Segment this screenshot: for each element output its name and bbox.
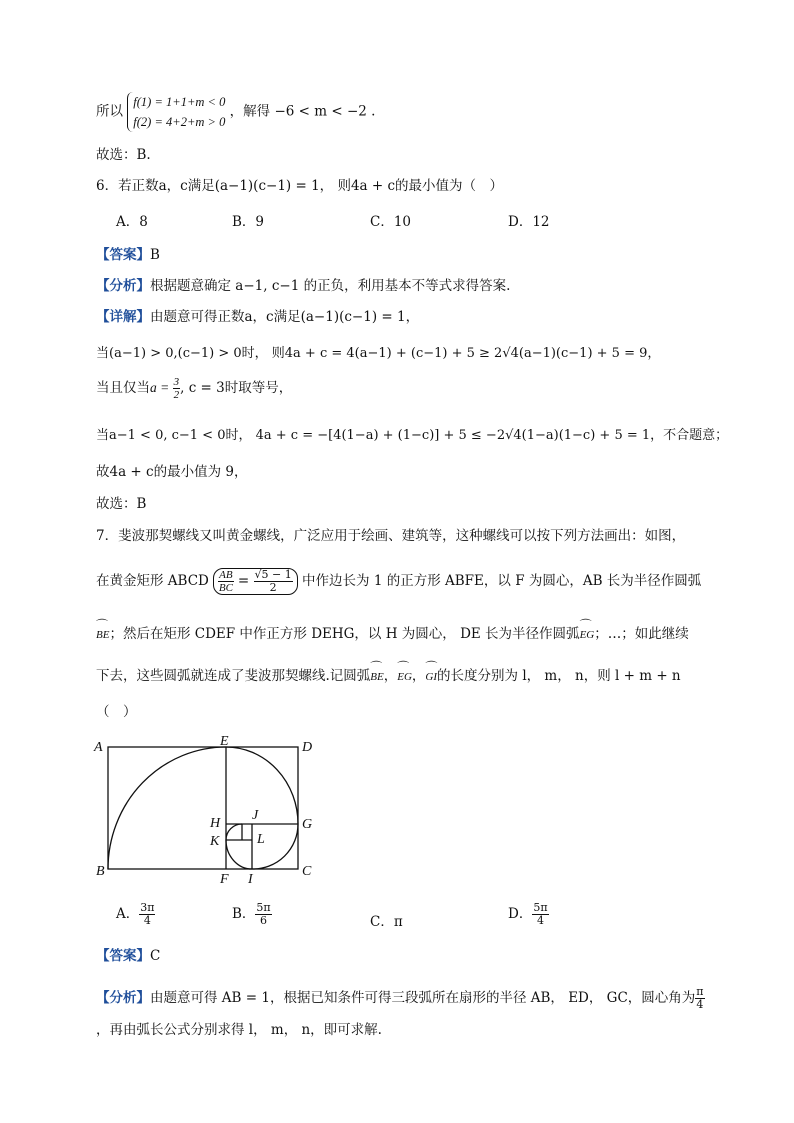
q6-stem: 6．若正数a，c满足(a−1)(c−1) = 1， 则4a + c的最小值为（ ） [96,178,504,194]
frac-num: 5π [256,901,271,914]
q7-line4-a: 下去，这些圆弧就连成了斐波那契螺线.记圆弧 [96,668,371,684]
ratio-den: BC [218,582,233,594]
option-value: π [393,914,403,930]
q6-detail-line [96,307,419,327]
frac-den: 6 [260,914,268,927]
arc-be-2: ⌒ BE [370,667,383,687]
sol5-choose: 故选：B. [96,147,151,163]
frac-den: 4 [143,914,151,927]
label-h: H [210,816,221,831]
q6-option-a: A．8 [116,214,148,230]
label-l: L [257,832,265,847]
q7-answer: C [150,948,161,964]
label-d: D [302,740,313,755]
q7-stem-line1: 7．斐波那契螺线又叫黄金螺线，广泛应用于绘画、建筑等，这种螺线可以按下列方法画出：如图， [96,528,686,544]
q6-equality-suffix: , c = 3时取等号， [180,380,293,396]
q6-option-d: D．12 [508,214,550,230]
q7-answer-line [96,946,160,966]
option-letter: B． [232,906,256,922]
q6-detail: 由题意可得正数a，c满足(a−1)(c−1) = 1， [150,309,420,325]
q7-ratio: $\frac{AB}{BC}$ = $\frac{√5 - 1}{2}$ [213,568,298,595]
q6-equality-line [96,376,292,401]
q6-case2: 当a−1 < 0, c−1 < 0时， 4a + c = −[4(1−a) + (1−c)] + 5 ≤ −2√4(1−a)(1−c) + 5 = 1，不合题意； [96,428,729,443]
rect-abcd [108,747,298,869]
q6-equality-prefix: 当且仅当 [96,380,150,396]
q7-stem-line2 [96,568,701,595]
q6-min-line: 故4a + c的最小值为 9， [96,464,248,480]
label-b: B [96,864,105,879]
q6-answer-line [96,245,160,265]
ratio-value-num: √5 − 1 [254,568,292,581]
q6-equality-frac [173,376,181,401]
arc-ik-shape [226,840,252,869]
frac-num: 5π [533,901,548,914]
frac-num: π [696,985,704,998]
frac-den: 2 [173,389,180,401]
q6-analysis: 根据题意确定 a−1, c−1 的正负，利用基本不等式求得答案. [150,278,511,294]
answer-tag: 【答案】 [96,247,150,263]
ratio-num: AB [219,569,233,581]
q7-option-b [232,902,272,927]
q6-analysis-line [96,276,510,296]
label-k: K [210,834,220,849]
q7-analysis-line [96,986,705,1011]
sol5-prefix: 所以 [96,103,123,120]
sol5-suffix: ，解得 −6 < m < −2 . [229,103,376,120]
answer-tag: 【答案】 [96,948,150,964]
analysis-tag: 【分析】 [96,990,150,1006]
q7-analysis-line2: ，再由弧长公式分别求得 l， m， n，即可求解. [96,1022,382,1038]
label-g: G [302,817,313,832]
label-j: J [252,808,259,823]
q6-case1: 当(a−1) > 0,(c−1) > 0时， 则4a + c = 4(a−1) + (c−1) + 5 ≥ 2√4(a−1)(c−1) + 5 = 9， [96,346,661,361]
arc-be-shape [108,747,226,869]
q7-option-a [116,902,155,927]
label-e: E [220,735,229,749]
option-frac [255,902,271,927]
frac-den: 4 [536,914,544,927]
q7-line4-b: 的长度分别为 l， m， n，则 l + m + n [437,668,681,684]
arc-eg-shape [226,747,298,824]
q7-option-c [370,910,403,930]
sol5-eq1: f(1) = 1+1+m < 0 [133,95,226,109]
frac-num: 3 [173,376,180,388]
ratio-frac [218,569,233,594]
arc-be: ⌒ BE [96,625,109,645]
option-frac [139,902,155,927]
q7-stem-line5: （ ） [96,704,137,720]
option-letter: A． [116,906,140,922]
q6-answer: B [150,247,160,263]
q6-equality-a: a = [150,380,173,395]
ratio-value-den: 2 [269,581,277,594]
q7-stem-line3 [96,624,689,645]
sol5-system [127,92,225,132]
arc-eg-2: ⌒ EG [397,667,412,687]
q7-analysis-frac [695,986,704,1011]
option-letter: C． [370,914,394,930]
label-f: F [220,872,229,885]
frac-den: 4 [696,998,704,1011]
q6-option-b: B．9 [232,214,265,230]
q6-option-c: C．10 [370,214,412,230]
q7-rect-text: 在黄金矩形 ABCD [96,573,209,589]
option-letter: D． [508,906,533,922]
q7-line3-a: ；然后在矩形 CDEF 中作正方形 DEHG，以 H 为圆心， DE 长为半径作圆弧 [109,626,580,642]
q7-square-text: 中作边长为 1 的正方形 ABFE，以 F 为圆心，AB 长为半径作圆弧 [302,573,702,589]
q6-choose: 故选：B [96,496,147,512]
label-c: C [302,864,312,879]
analysis-tag: 【分析】 [96,278,150,294]
sol5-eq2: f(2) = 4+2+m > 0 [133,115,226,129]
q7-stem-line4: 下去，这些圆弧就连成了斐波那契螺线.记圆弧⌒ BE，⌒ EG，⌒ GI的长度分别为 l， m， n，则 l + m + n [96,666,681,687]
sol5-system-line [96,92,375,132]
detail-tag: 【详解】 [96,309,150,325]
ratio-value [254,569,293,594]
option-frac [532,902,548,927]
arc-kj-shape [226,824,242,840]
q7-option-d [508,902,549,927]
arc-eg: ⌒ EG [580,625,595,645]
label-i: I [248,872,253,885]
q7-analysis-a: 由题意可得 AB = 1，根据已知条件可得三段弧所在扇形的半径 AB， ED， GC，圆心角为 [150,990,696,1006]
fibonacci-spiral-figure [92,735,332,885]
arc-gi: ⌒ GI [425,667,437,687]
q7-line3-b: ；…；如此继续 [594,626,689,642]
frac-num: 3π [140,901,155,914]
label-a: A [94,740,103,755]
